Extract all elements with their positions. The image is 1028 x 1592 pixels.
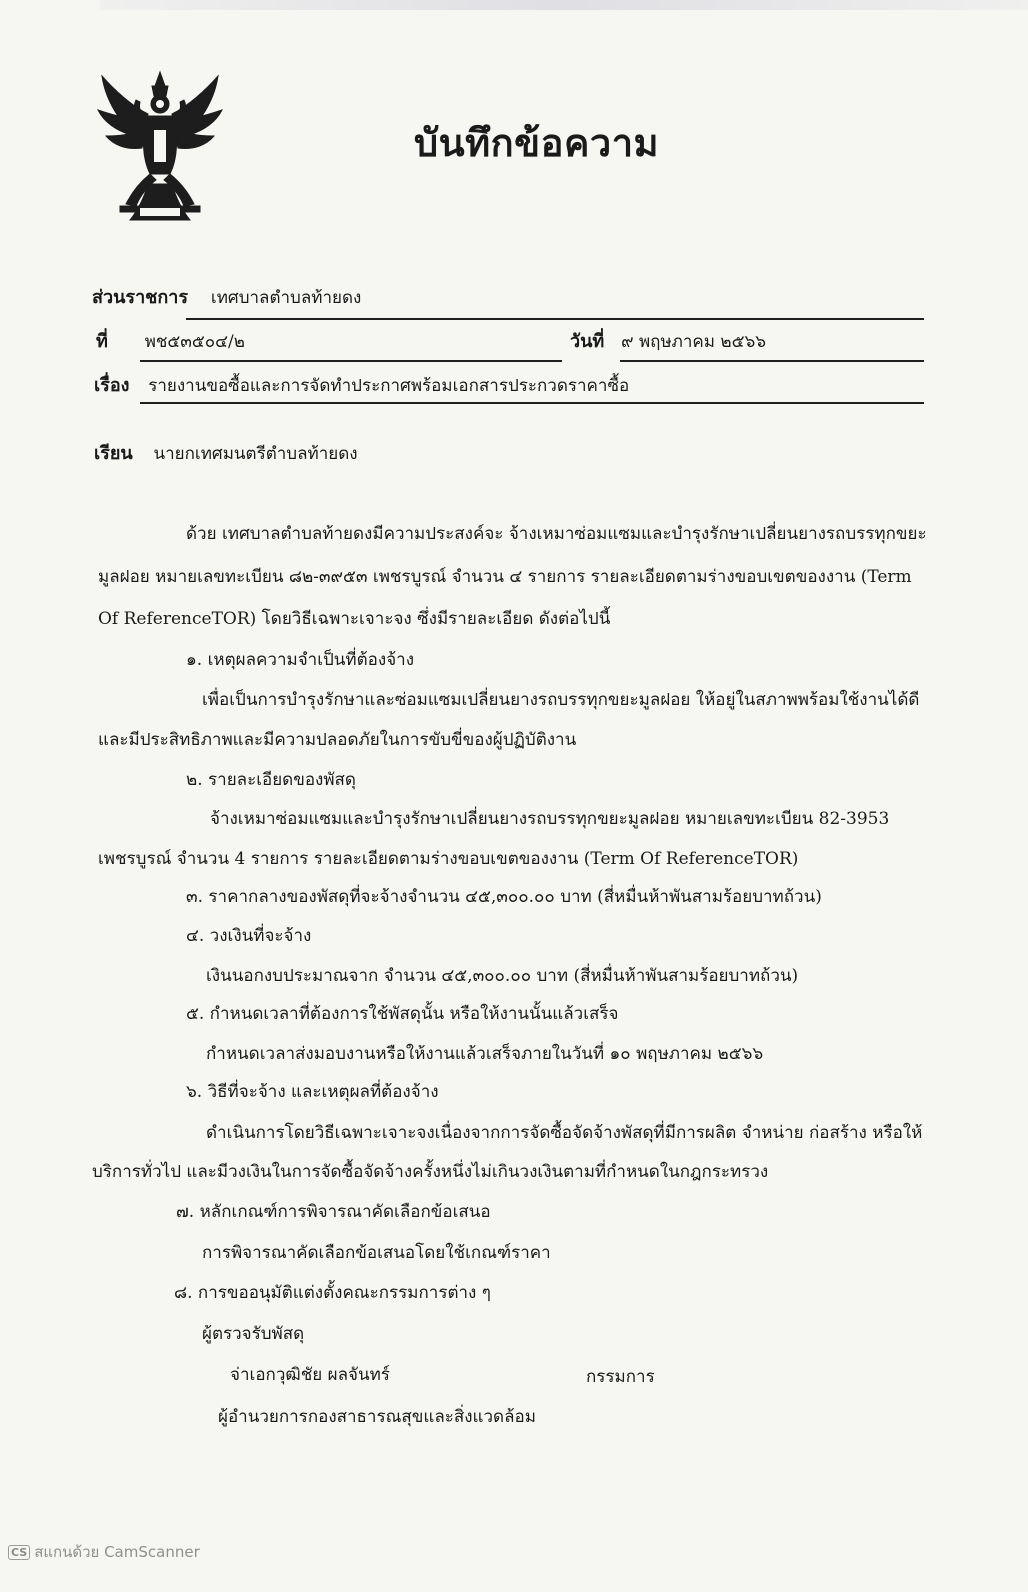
section-8-subheading: ผู้ตรวจรับพัสดุ	[202, 1324, 305, 1344]
section-2-heading: ๒. รายละเอียดของพัสดุ	[186, 770, 356, 790]
garuda-emblem-icon	[92, 66, 228, 226]
section-6-line-2: บริการทั่วไป และมีวงเงินในการจัดซื้อจัดจ้างครั้งหนึ่งไม่เกินวงเงินตามที่กำหนดในกฎกระทรวง	[92, 1162, 769, 1182]
section-1-heading: ๑. เหตุผลความจำเป็นที่ต้องจ้าง	[186, 650, 414, 670]
subject-label: เรื่อง	[94, 375, 130, 396]
section-7-heading: ๗. หลักเกณฑ์การพิจารณาคัดเลือกข้อเสนอ	[176, 1202, 491, 1222]
recipient-value: นายกเทศมนตรีตำบลท้ายดง	[153, 444, 358, 464]
section-7-line-1: การพิจารณาคัดเลือกข้อเสนอโดยใช้เกณฑ์ราคา	[202, 1243, 551, 1263]
agency-label: ส่วนราชการ	[92, 287, 189, 308]
scanner-watermark-text: สแกนด้วย CamScanner	[34, 1543, 200, 1561]
committee-member-name: จ่าเอกวุฒิชัย ผลจันทร์	[230, 1365, 390, 1385]
reference-underline	[140, 360, 562, 362]
section-4-heading: ๔. วงเงินที่จะจ้าง	[186, 926, 312, 946]
intro-line-2: มูลฝอย หมายเลขทะเบียน ๘๒-๓๙๕๓ เพชรบูรณ์ จำนวน ๔ รายการ รายละเอียดตามร่างขอบเขตของงาน (Term	[98, 567, 912, 587]
recipient-field	[94, 438, 358, 467]
subject-field	[94, 370, 629, 399]
agency-field	[92, 282, 361, 311]
section-3-heading: ๓. ราคากลางของพัสดุที่จะจ้างจำนวน ๔๕,๓๐๐.๐๐ บาท (สี่หมื่นห้าพันสามร้อยบาทถ้วน)	[186, 887, 822, 907]
camscanner-logo-icon: CS	[8, 1545, 30, 1560]
date-value: ๙ พฤษภาคม ๒๕๖๖	[621, 332, 767, 352]
date-field	[570, 326, 766, 355]
reference-value: พช๕๓๕๐๔/๒	[144, 332, 245, 352]
reference-label: ที่	[96, 331, 108, 352]
section-1-line-1: เพื่อเป็นการบำรุงรักษาและซ่อมแซมเปลี่ยนยางรถบรรทุกขยะมูลฝอย ให้อยู่ในสภาพพร้อมใช้งานได้ดี	[202, 690, 920, 710]
section-8-heading: ๘. การขออนุมัติแต่งตั้งคณะกรรมการต่าง ๆ	[174, 1283, 491, 1303]
scan-artifact	[100, 0, 1028, 10]
section-2-line-1: จ้างเหมาซ่อมแซมและบำรุงรักษาเปลี่ยนยางรถบรรทุกขยะมูลฝอย หมายเลขทะเบียน 82-3953	[210, 809, 890, 829]
scanner-watermark	[8, 1540, 200, 1564]
reference-field	[96, 326, 245, 355]
section-5-line-1: กำหนดเวลาส่งมอบงานหรือให้งานแล้วเสร็จภายในวันที่ ๑๐ พฤษภาคม ๒๕๖๖	[206, 1044, 764, 1064]
agency-value: เทศบาลตำบลท้ายดง	[210, 288, 362, 308]
section-2-line-2: เพชรบูรณ์ จำนวน 4 รายการ รายละเอียดตามร่างขอบเขตของงาน (Term Of ReferenceTOR)	[98, 849, 799, 869]
section-6-line-1: ดำเนินการโดยวิธีเฉพาะเจาะจงเนื่องจากการจัดซื้อจัดจ้างพัสดุที่มีการผลิต จำหน่าย ก่อสร้าง หรือให้	[206, 1123, 923, 1143]
committee-member-role: กรรมการ	[586, 1367, 655, 1387]
section-1-line-2: และมีประสิทธิภาพและมีความปลอดภัยในการขับขี่ของผู้ปฏิบัติงาน	[98, 730, 577, 750]
intro-line-1: ด้วย เทศบาลตำบลท้ายดงมีความประสงค์จะ จ้างเหมาซ่อมแซมและบำรุงรักษาเปลี่ยนยางรถบรรทุกขยะ	[186, 524, 927, 544]
date-underline	[620, 360, 924, 362]
section-5-heading: ๕. กำหนดเวลาที่ต้องการใช้พัสดุนั้น หรือให้งานนั้นแล้วเสร็จ	[186, 1004, 619, 1024]
subject-underline	[140, 402, 924, 404]
section-6-heading: ๖. วิธีที่จะจ้าง และเหตุผลที่ต้องจ้าง	[186, 1082, 439, 1102]
date-label: วันที่	[570, 331, 605, 352]
committee-member-position: ผู้อำนวยการกองสาธารณสุขและสิ่งแวดล้อม	[218, 1407, 536, 1427]
recipient-label: เรียน	[94, 443, 133, 464]
intro-line-3: Of ReferenceTOR) โดยวิธีเฉพาะเจาะจง ซึ่งมีรายละเอียด ดังต่อไปนี้	[98, 609, 611, 629]
memo-title: บันทึกข้อความ	[414, 120, 660, 165]
section-4-line-1: เงินนอกงบประมาณจาก จำนวน ๔๕,๓๐๐.๐๐ บาท (สี่หมื่นห้าพันสามร้อยบาทถ้วน)	[206, 966, 799, 986]
subject-value: รายงานขอซื้อและการจัดทำประกาศพร้อมเอกสารประกวดราคาซื้อ	[148, 376, 630, 396]
agency-underline	[186, 318, 924, 320]
